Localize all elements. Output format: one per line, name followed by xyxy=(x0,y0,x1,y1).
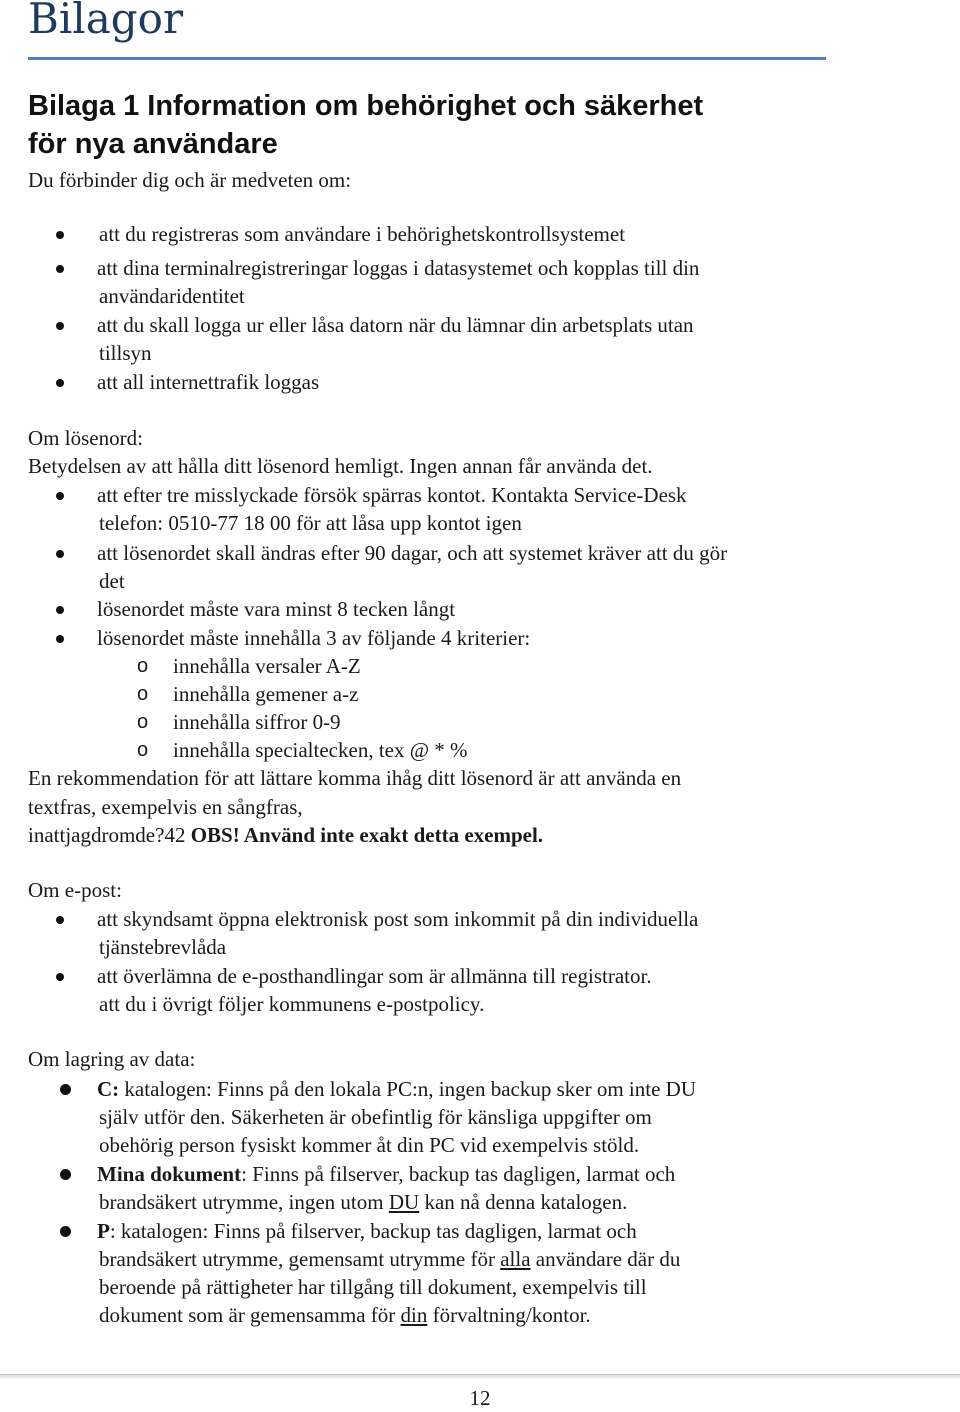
password-example: inattjagdromde?42 xyxy=(28,823,186,847)
storage-c-line1 xyxy=(97,1077,696,1102)
p-alla-emphasis: alla xyxy=(500,1247,531,1271)
list-item: lösenordet måste vara minst 8 tecken långt xyxy=(97,597,456,621)
heading-rule xyxy=(28,57,826,60)
email-heading: Om e-post: xyxy=(28,878,122,902)
bullet-icon xyxy=(56,231,64,239)
bullet-icon xyxy=(56,916,64,924)
bullet-icon xyxy=(56,322,64,330)
mina-dokument-label: Mina dokument xyxy=(97,1162,242,1186)
storage-p-line1 xyxy=(97,1219,637,1244)
criteria-item: innehålla siffror 0-9 xyxy=(173,710,341,734)
section-title-line1: Bilaga 1 Information om behörighet och säkerhet xyxy=(28,90,704,122)
sub-bullet-marker: o xyxy=(137,711,149,733)
storage-c-line2: själv utför den. Säkerheten är obefintlig för känsliga uppgifter om xyxy=(99,1105,652,1129)
p-din-emphasis: din xyxy=(400,1303,428,1327)
storage-c-line3: obehörig person fysiskt kommer åt din PC vid exempelvis stöld. xyxy=(99,1133,640,1157)
page-heading: Bilagor xyxy=(28,0,184,43)
bullet-icon xyxy=(60,1169,71,1180)
footer-rule xyxy=(0,1374,960,1378)
drive-c-text: katalogen: Finns på den lokala PC:n, ingen backup sker om inte DU xyxy=(119,1077,696,1101)
list-item: att du skall logga ur eller låsa datorn när du lämnar din arbetsplats utan xyxy=(97,313,694,337)
intro-text: Du förbinder dig och är medveten om: xyxy=(28,168,352,192)
bullet-icon xyxy=(60,1084,71,1095)
list-item: lösenordet måste innehålla 3 av följande 4 kriterier: xyxy=(97,626,531,650)
bullet-icon xyxy=(56,550,64,558)
list-item-continuation: användaridentitet xyxy=(99,284,245,308)
bullet-icon xyxy=(56,379,64,387)
criteria-item: innehålla gemener a-z xyxy=(173,682,359,706)
example-line xyxy=(28,823,543,848)
email-policy-line: att du i övrigt följer kommunens e-postpolicy. xyxy=(99,992,485,1016)
list-item: att efter tre misslyckade försök spärras kontot. Kontakta Service-Desk xyxy=(97,483,687,507)
p-text-c: dokument som är gemensamma för xyxy=(99,1303,401,1327)
storage-p-line4 xyxy=(99,1303,591,1328)
bullet-icon xyxy=(56,492,64,500)
list-item: att all internettrafik loggas xyxy=(97,370,320,394)
storage-mina-line1 xyxy=(97,1162,675,1187)
list-item: att du registreras som användare i behörighetskontrollsystemet xyxy=(99,222,626,246)
storage-p-line2 xyxy=(99,1247,680,1272)
list-item-continuation: tillsyn xyxy=(99,341,152,365)
drive-c-label: C: xyxy=(97,1077,120,1101)
list-item: att dina terminalregistreringar loggas i datasystemet och kopplas till din xyxy=(97,256,700,280)
criteria-item: innehålla versaler A-Z xyxy=(173,654,361,678)
mina-dokument-text: : Finns på filserver, backup tas dagligen, larmat och xyxy=(241,1162,676,1186)
p-text-b: användare där du xyxy=(530,1247,681,1271)
password-meaning: Betydelsen av att hålla ditt lösenord hemligt. Ingen annan får använda det. xyxy=(28,454,653,478)
storage-p-line3: beroende på rättigheter har tillgång till dokument, exempelvis till xyxy=(99,1275,647,1299)
bullet-icon xyxy=(56,973,64,981)
sub-bullet-marker: o xyxy=(137,739,149,761)
recommendation-line2: textfras, exempelvis en sångfras, xyxy=(28,795,303,819)
list-item-continuation: tjänstebrevlåda xyxy=(99,935,227,959)
list-item-continuation: telefon: 0510-77 18 00 för att låsa upp kontot igen xyxy=(99,511,522,535)
storage-heading: Om lagring av data: xyxy=(28,1047,196,1071)
drive-p-text: : katalogen: Finns på filserver, backup tas dagligen, larmat och xyxy=(109,1219,637,1243)
bullet-icon xyxy=(56,265,64,273)
p-text-d: förvaltning/kontor. xyxy=(427,1303,591,1327)
list-item: att lösenordet skall ändras efter 90 dagar, och att systemet kräver att du gör xyxy=(97,541,728,565)
mina-text-a: brandsäkert utrymme, ingen utom xyxy=(99,1190,389,1214)
mina-du-emphasis: DU xyxy=(388,1190,420,1214)
mina-text-b: kan nå denna katalogen. xyxy=(419,1190,628,1214)
storage-mina-line2 xyxy=(99,1190,627,1215)
bullet-icon xyxy=(56,606,64,614)
section-title-line2: för nya användare xyxy=(28,128,278,160)
criteria-item: innehålla specialtecken, tex @ * % xyxy=(173,738,468,762)
sub-bullet-marker: o xyxy=(137,683,149,705)
list-item-continuation: det xyxy=(99,569,125,593)
recommendation-line1: En rekommendation för att lättare komma ihåg ditt lösenord är att använda en xyxy=(28,766,682,790)
drive-p-label: P xyxy=(97,1219,110,1243)
bullet-icon xyxy=(56,635,64,643)
page-number: 12 xyxy=(469,1386,491,1410)
list-item: att överlämna de e-posthandlingar som är allmänna till registrator. xyxy=(97,964,652,988)
bullet-icon xyxy=(60,1226,71,1237)
sub-bullet-marker: o xyxy=(137,655,149,677)
p-text-a: brandsäkert utrymme, gemensamt utrymme för xyxy=(99,1247,501,1271)
password-heading: Om lösenord: xyxy=(28,426,143,450)
list-item: att skyndsamt öppna elektronisk post som inkommit på din individuella xyxy=(97,907,699,931)
example-warning: OBS! Använd inte exakt detta exempel. xyxy=(190,823,544,847)
